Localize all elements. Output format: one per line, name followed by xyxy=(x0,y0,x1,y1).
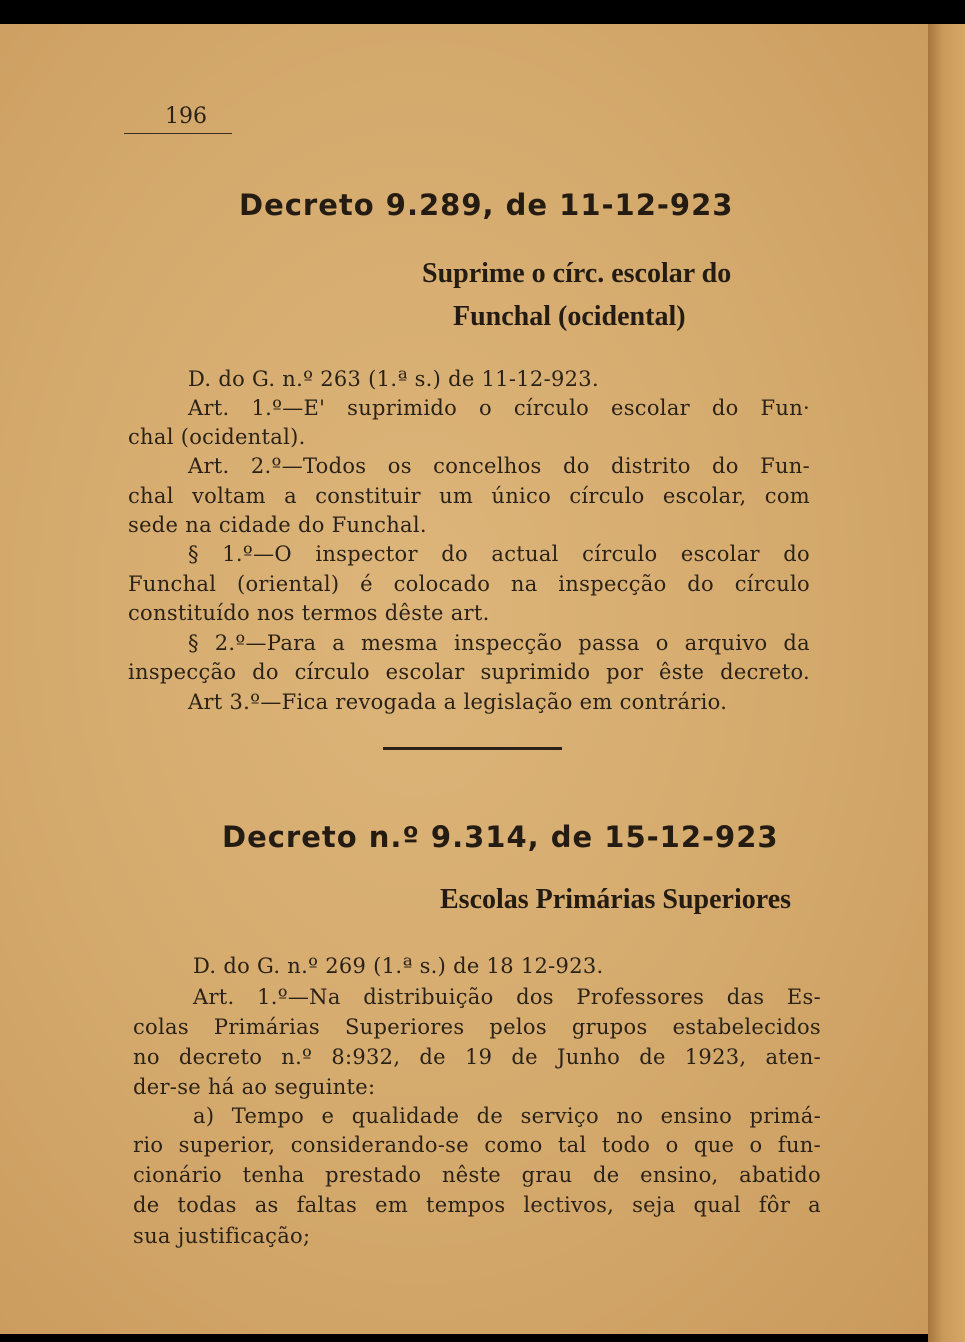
section-separator xyxy=(383,747,562,750)
page-number: 196 xyxy=(165,104,207,129)
decree-1-line: D. do G. n.º 263 (1.ª s.) de 11-12-923. xyxy=(188,367,599,391)
decree-1-line: § 2.º—Para a mesma inspecção passa o arquivo da xyxy=(188,631,810,655)
decree-2-title: Decreto n.º 9.314, de 15-12-923 xyxy=(222,820,779,854)
decree-2-line: sua justificação; xyxy=(133,1224,311,1248)
decree-1-line: Funchal (oriental) é colocado na inspecção do círculo xyxy=(128,572,810,596)
decree-2-line: no decreto n.º 8:932, de 19 de Junho de 1923, aten- xyxy=(133,1045,821,1069)
page-number-rule xyxy=(124,133,232,134)
decree-1-line: Art. 2.º—Todos os concelhos do distrito do Fun- xyxy=(188,454,810,478)
decree-2-line: cionário tenha prestado nêste grau de ensino, abatido xyxy=(133,1163,821,1187)
decree-2-line: de todas as faltas em tempos lectivos, seja qual fôr a xyxy=(133,1193,821,1217)
decree-1-line: chal voltam a constituir um único círculo escolar, com xyxy=(128,484,810,508)
decree-1-line: sede na cidade do Funchal. xyxy=(128,513,427,537)
page-edge xyxy=(928,24,965,1342)
decree-1-line: constituído nos termos dêste art. xyxy=(128,601,490,625)
decree-1-line: chal (ocidental). xyxy=(128,425,306,449)
decree-2-line: Art. 1.º—Na distribuição dos Professores das Es- xyxy=(193,985,821,1009)
decree-1-subtitle-line-2: Funchal (ocidental) xyxy=(453,301,686,332)
decree-1-line: Art. 1.º—E' suprimido o círculo escolar do Fun· xyxy=(188,396,810,420)
decree-2-line: rio superior, considerando-se como tal todo o que o fun- xyxy=(133,1133,821,1157)
decree-1-line: inspecção do círculo escolar suprimido por êste decreto. xyxy=(128,660,810,684)
decree-1-line: § 1.º—O inspector do actual círculo escolar do xyxy=(188,542,810,566)
decree-2-subtitle: Escolas Primárias Superiores xyxy=(440,884,792,915)
decree-2-line: a) Tempo e qualidade de serviço no ensino primá- xyxy=(193,1104,821,1128)
decree-2-line: D. do G. n.º 269 (1.ª s.) de 18 12-923. xyxy=(193,954,604,978)
decree-1-title: Decreto 9.289, de 11-12-923 xyxy=(239,188,734,222)
decree-2-line: der-se há ao seguinte: xyxy=(133,1075,376,1099)
decree-1-line: Art 3.º—Fica revogada a legislação em contrário. xyxy=(188,690,728,714)
decree-1-subtitle-line-1: Suprime o círc. escolar do xyxy=(422,258,732,289)
decree-2-line: colas Primárias Superiores pelos grupos estabelecidos xyxy=(133,1015,821,1039)
